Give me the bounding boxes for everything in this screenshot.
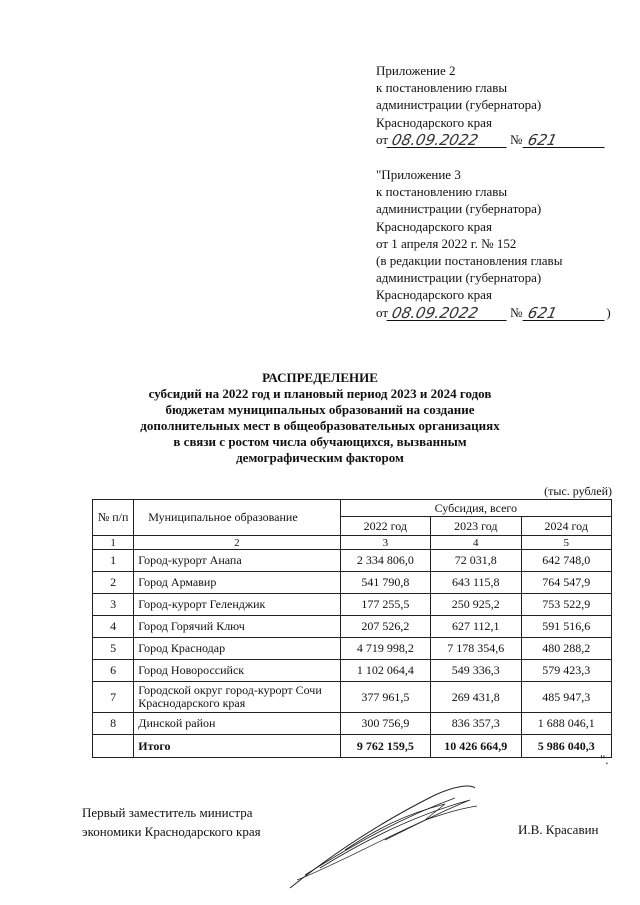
row-municipality: Динской район bbox=[134, 713, 340, 735]
appendix-date-line bbox=[376, 131, 606, 148]
row-municipality: Город-курорт Анапа bbox=[134, 550, 340, 572]
row-value-2024: 764 547,9 bbox=[521, 572, 612, 594]
header-year-2022: 2022 год bbox=[340, 517, 430, 536]
header-num: № п/п bbox=[93, 500, 134, 536]
row-value-2022: 2 334 806,0 bbox=[340, 550, 430, 572]
appendix-date-line bbox=[376, 304, 611, 321]
total-label: Итого bbox=[134, 735, 340, 758]
units-label: (тыс. рублей) bbox=[544, 484, 612, 498]
index-cell: 2 bbox=[134, 536, 340, 550]
row-value-2024: 1 688 046,1 bbox=[521, 713, 612, 735]
appendix-2-header bbox=[376, 62, 606, 148]
row-number: 2 bbox=[93, 572, 134, 594]
table-row bbox=[93, 594, 612, 616]
row-value-2023: 269 431,8 bbox=[431, 682, 521, 713]
appendix-line: к постановлению главы bbox=[376, 80, 508, 96]
table-total-row bbox=[93, 735, 612, 758]
row-municipality: Город Новороссийск bbox=[134, 660, 340, 682]
signer-position-line: экономики Краснодарского края bbox=[82, 824, 261, 839]
row-value-2023: 627 112,1 bbox=[431, 616, 521, 638]
appendix-3-header bbox=[376, 166, 611, 321]
row-value-2023: 7 178 354,6 bbox=[431, 638, 521, 660]
appendix-line: Приложение 2 bbox=[376, 63, 456, 78]
table-row bbox=[93, 660, 612, 682]
index-cell: 1 bbox=[93, 536, 134, 550]
row-value-2023: 643 115,8 bbox=[431, 572, 521, 594]
appendix-line: администрации (губернатора) bbox=[376, 97, 542, 113]
row-municipality: Город-курорт Геленджик bbox=[134, 594, 340, 616]
row-value-2023: 836 357,3 bbox=[431, 713, 521, 735]
signer-position-line: Первый заместитель министра bbox=[82, 805, 253, 820]
appendix-line: (в редакции постановления главы bbox=[376, 253, 563, 269]
row-municipality: Городской округ город-курорт Сочи Краснодарского края bbox=[134, 682, 340, 713]
appendix-line: администрации (губернатора) bbox=[376, 270, 542, 286]
appendix-line: Краснодарского края bbox=[376, 218, 492, 234]
title-line: бюджетам муниципальных образований на создание bbox=[165, 402, 475, 417]
date-prefix: от bbox=[376, 304, 389, 320]
closing-quote: ". bbox=[600, 752, 609, 767]
row-municipality: Город Армавир bbox=[134, 572, 340, 594]
row-value-2024: 642 748,0 bbox=[521, 550, 612, 572]
table-row bbox=[93, 550, 612, 572]
appendix-line: Краснодарского края bbox=[376, 287, 492, 303]
table-header-row bbox=[93, 500, 612, 517]
document-title bbox=[120, 370, 520, 466]
row-number: 6 bbox=[93, 660, 134, 682]
row-value-2024: 579 423,3 bbox=[521, 660, 612, 682]
index-cell: 4 bbox=[431, 536, 521, 550]
table-row bbox=[93, 638, 612, 660]
column-index-row bbox=[93, 536, 612, 550]
appendix-line: администрации (губернатора) bbox=[376, 201, 542, 217]
handwritten-number: 621 bbox=[523, 306, 608, 321]
row-value-2024: 480 288,2 bbox=[521, 638, 612, 660]
handwritten-number: 621 bbox=[523, 133, 608, 148]
appendix-line: к постановлению главы bbox=[376, 184, 508, 200]
signer-position bbox=[82, 803, 261, 841]
handwritten-date: 08.09.2022 bbox=[386, 133, 509, 148]
row-municipality: Город Горячий Ключ bbox=[134, 616, 340, 638]
row-number: 4 bbox=[93, 616, 134, 638]
row-value-2023: 72 031,8 bbox=[431, 550, 521, 572]
row-number: 1 bbox=[93, 550, 134, 572]
header-year-2023: 2023 год bbox=[431, 517, 521, 536]
row-value-2024: 591 516,6 bbox=[521, 616, 612, 638]
row-value-2023: 250 925,2 bbox=[431, 594, 521, 616]
row-value-2022: 377 961,5 bbox=[340, 682, 430, 713]
total-num-empty bbox=[93, 735, 134, 758]
table-row bbox=[93, 682, 612, 713]
header-year-2024: 2024 год bbox=[521, 517, 612, 536]
table-row bbox=[93, 616, 612, 638]
handwritten-date: 08.09.2022 bbox=[386, 306, 509, 321]
row-value-2024: 753 522,9 bbox=[521, 594, 612, 616]
row-number: 8 bbox=[93, 713, 134, 735]
total-value-2023: 10 426 664,9 bbox=[431, 735, 521, 758]
number-prefix: № bbox=[510, 304, 523, 320]
title-line: субсидий на 2022 год и плановый период 2023 и 2024 годов bbox=[148, 386, 492, 401]
subsidy-table bbox=[92, 499, 612, 758]
number-prefix: № bbox=[510, 131, 523, 147]
title-line: дополнительных мест в общеобразовательных организациях bbox=[140, 418, 500, 433]
total-value-2022: 9 762 159,5 bbox=[340, 735, 430, 758]
row-value-2022: 1 102 064,4 bbox=[340, 660, 430, 682]
row-value-2022: 207 526,2 bbox=[340, 616, 430, 638]
row-value-2022: 300 756,9 bbox=[340, 713, 430, 735]
header-subsidy: Субсидия, всего bbox=[340, 500, 611, 517]
table-row bbox=[93, 572, 612, 594]
row-value-2024: 485 947,3 bbox=[521, 682, 612, 713]
appendix-line: от 1 апреля 2022 г. № 152 bbox=[376, 235, 517, 251]
title-heading: РАСПРЕДЕЛЕНИЕ bbox=[262, 370, 378, 385]
row-number: 3 bbox=[93, 594, 134, 616]
date-prefix: от bbox=[376, 131, 389, 147]
appendix-line: Краснодарского края bbox=[376, 114, 492, 130]
row-value-2023: 549 336,3 bbox=[431, 660, 521, 682]
appendix-line: "Приложение 3 bbox=[376, 167, 461, 182]
close-paren: ) bbox=[606, 304, 611, 320]
total-value-2024: 5 986 040,3 bbox=[521, 735, 612, 758]
signer-name: И.В. Красавин bbox=[518, 822, 599, 837]
row-municipality: Город Краснодар bbox=[134, 638, 340, 660]
index-cell: 3 bbox=[340, 536, 430, 550]
title-line: в связи с ростом числа обучающихся, вызванным bbox=[173, 434, 467, 449]
index-cell: 5 bbox=[521, 536, 612, 550]
row-number: 5 bbox=[93, 638, 134, 660]
handwritten-signature-icon bbox=[285, 780, 485, 895]
row-value-2022: 4 719 998,2 bbox=[340, 638, 430, 660]
title-line: демографическим фактором bbox=[236, 450, 404, 465]
table-row bbox=[93, 713, 612, 735]
header-municipality: Муниципальное образование bbox=[134, 500, 340, 536]
row-value-2022: 177 255,5 bbox=[340, 594, 430, 616]
row-number: 7 bbox=[93, 682, 134, 713]
row-value-2022: 541 790,8 bbox=[340, 572, 430, 594]
